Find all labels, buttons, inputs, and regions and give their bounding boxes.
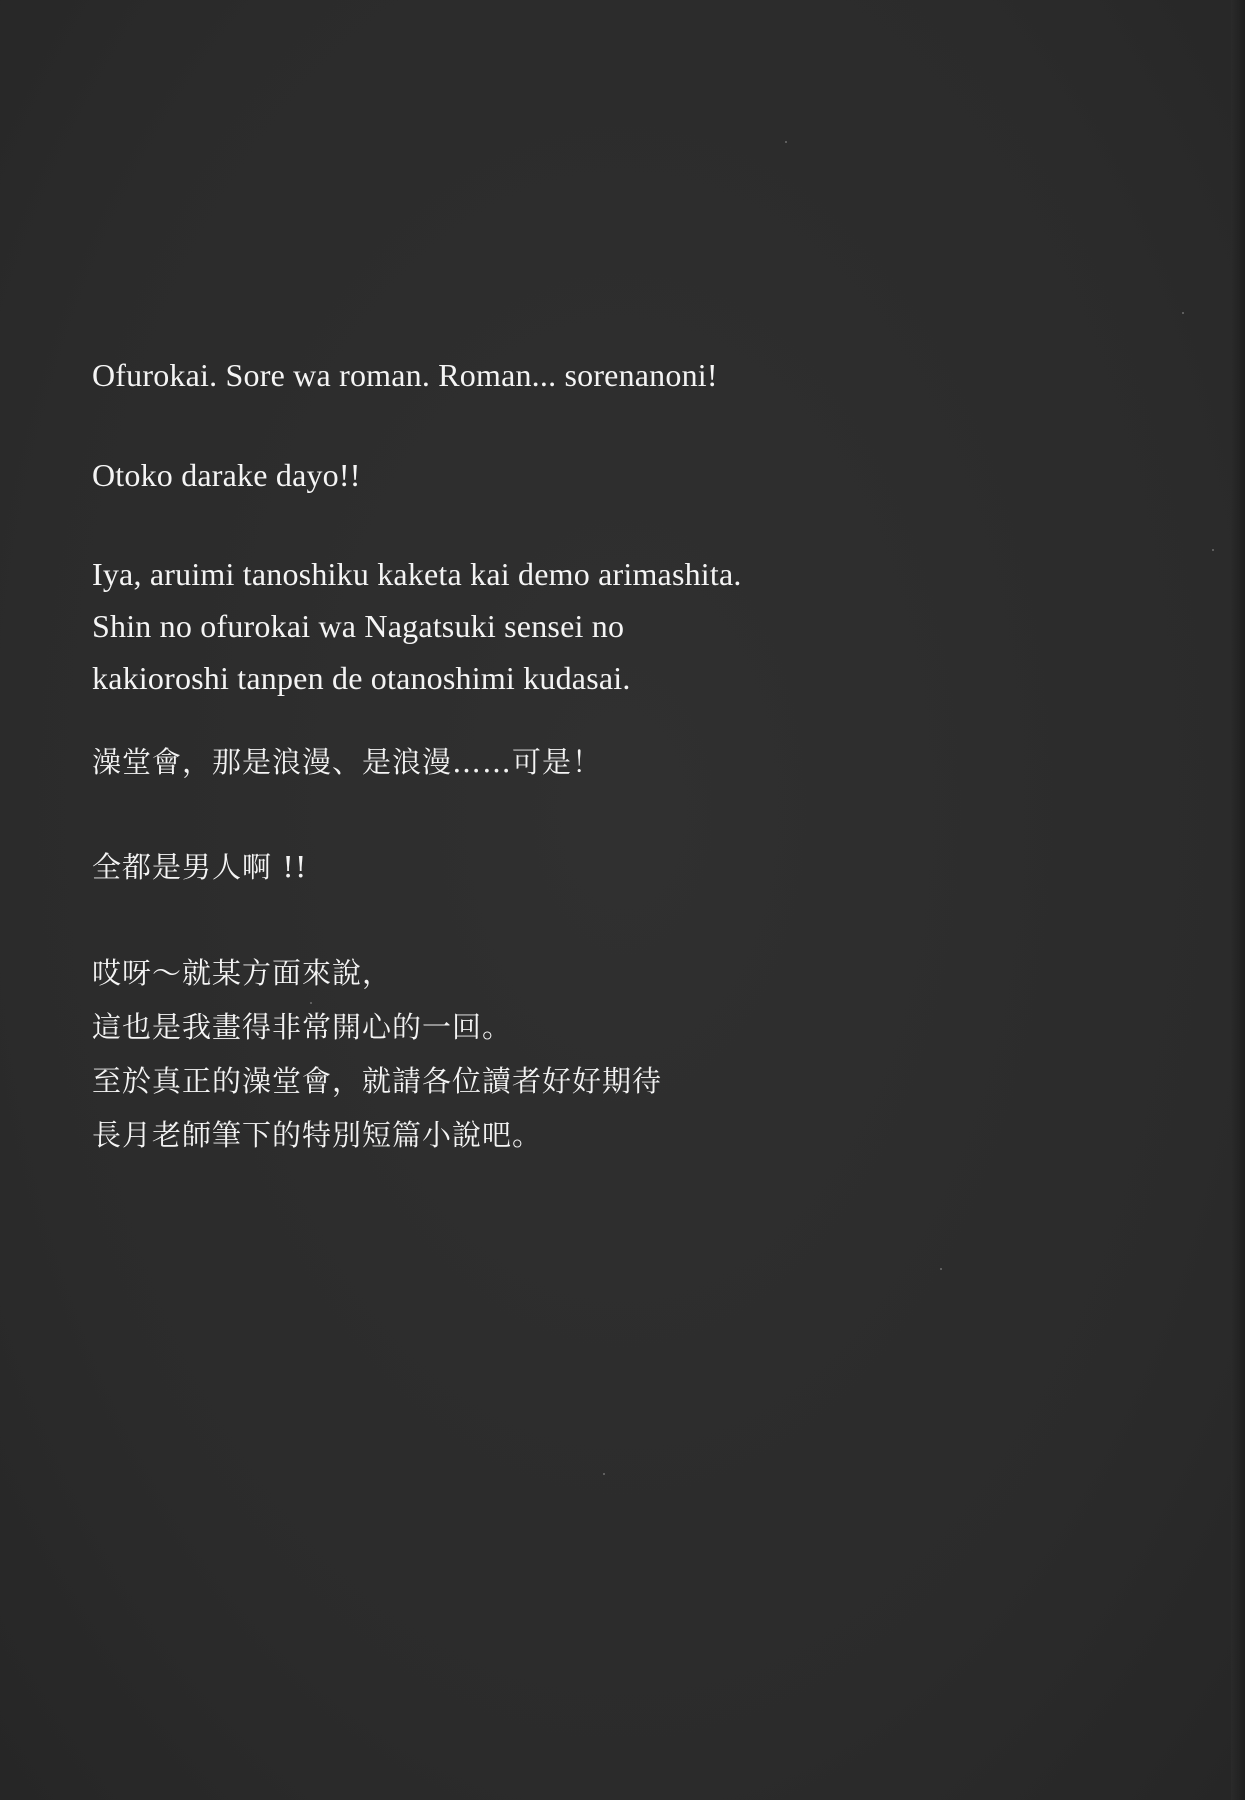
- chinese-paragraph-3: [92, 946, 662, 1162]
- romaji-paragraph-2: [92, 449, 361, 501]
- text-line: 這也是我畫得非常開心的一回。: [92, 1010, 513, 1044]
- text-line: 哎呀～就某方面來說，: [92, 956, 393, 990]
- text-line: kakioroshi tanpen de otanoshimi kudasai.: [92, 660, 631, 696]
- text-line: 至於真正的澡堂會，就請各位讀者好好期待: [92, 1064, 663, 1098]
- text-line: Otoko darake dayo!!: [92, 457, 361, 493]
- romaji-paragraph-1: [92, 349, 718, 401]
- paper-speck: [1182, 312, 1184, 314]
- paper-speck: [940, 1268, 942, 1270]
- text-line: Ofurokai. Sore wa roman. Roman... sorenanoni!: [92, 357, 718, 393]
- paper-speck: [1212, 549, 1214, 551]
- paper-speck: [785, 141, 787, 143]
- paper-speck: [603, 1473, 605, 1475]
- text-line: Shin no ofurokai wa Nagatsuki sensei no: [92, 608, 625, 644]
- page-edge-shadow: [1231, 0, 1245, 1800]
- chinese-paragraph-1: [92, 735, 602, 789]
- chinese-paragraph-2: [92, 840, 308, 894]
- text-line: 長月老師筆下的特別短篇小說吧。: [92, 1118, 543, 1152]
- text-line: 澡堂會，那是浪漫、是浪漫……可是！: [92, 745, 603, 779]
- text-line: Iya, aruimi tanoshiku kaketa kai demo arimashita.: [92, 556, 742, 592]
- text-line: 全都是男人啊 !!: [92, 850, 308, 884]
- romaji-paragraph-3: [92, 548, 742, 704]
